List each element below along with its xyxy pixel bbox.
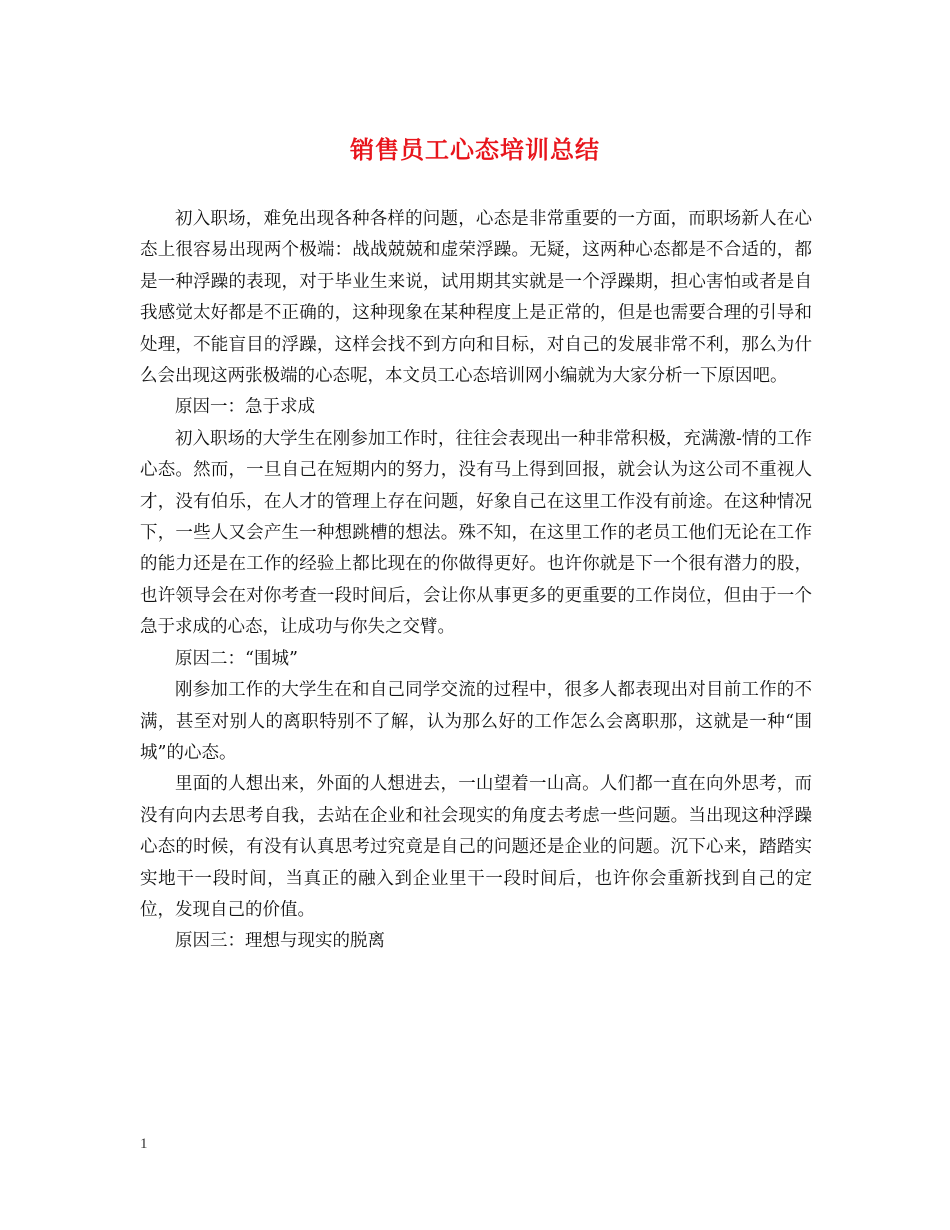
document-body (140, 204, 812, 958)
paragraph-reason-2a: 刚参加工作的大学生在和自己同学交流的过程中，很多人都表现出对目前工作的不满，甚至对别人的离职特别不了解，认为那么好的工作怎么会离职那，这就是一种“围城”的心态。 (140, 680, 812, 763)
document-title: 销售员工心态培训总结 (350, 135, 600, 164)
heading-reason-2: 原因二：“围城” (175, 648, 298, 669)
heading-reason-1: 原因一：急于求成 (175, 397, 315, 418)
paragraph-intro: 初入职场，难免出现各种各样的问题，心态是非常重要的一方面，而职场新人在心态上很容易出现两个极端：战战兢兢和虚荣浮躁。无疑，这两种心态都是不合适的，都是一种浮躁的表现，对于毕业生来说，试用期其实就是一个浮躁期，担心害怕或者是自我感觉太好都是不正确的，这种现象在某种程度上是正常的，但是也需要合理的引导和处理，不能盲目的浮躁，这样会找不到方向和目标，对自己的发展非常不利，那么为什么会出现这两张极端的心态呢，本文员工心态培训网小编就为大家分析一下原因吧。 (140, 209, 812, 387)
paragraph-reason-2b: 里面的人想出来，外面的人想进去，一山望着一山高。人们都一直在向外思考，而没有向内去思考自我，去站在企业和社会现实的角度去考虑一些问题。当出现这种浮躁心态的时候，有没有认真思考过究竟是自己的问题还是企业的问题。沉下心来，踏踏实实地干一段时间，当真正的融入到企业里干一段时间后，也许你会重新找到自己的定位，发现自己的价值。 (140, 774, 812, 920)
paragraph-reason-1: 初入职场的大学生在刚参加工作时，往往会表现出一种非常积极，充满激-情的工作心态。然而，一旦自己在短期内的努力，没有马上得到回报，就会认为这公司不重视人才，没有伯乐，在人才的管理上存在问题，好象自己在这里工作没有前途。在这种情况下，一些人又会产生一种想跳槽的想法。殊不知，在这里工作的老员工他们无论在工作的能力还是在工作的经验上都比现在的你做得更好。也许你就是下一个很有潜力的股，也许领导会在对你考查一段时间后，会让你从事更多的更重要的工作岗位，但由于一个急于求成的心态，让成功与你失之交臂。 (140, 428, 812, 638)
heading-reason-3: 原因三：理想与现实的脱离 (175, 931, 385, 952)
page-number: 1 (140, 1136, 148, 1152)
